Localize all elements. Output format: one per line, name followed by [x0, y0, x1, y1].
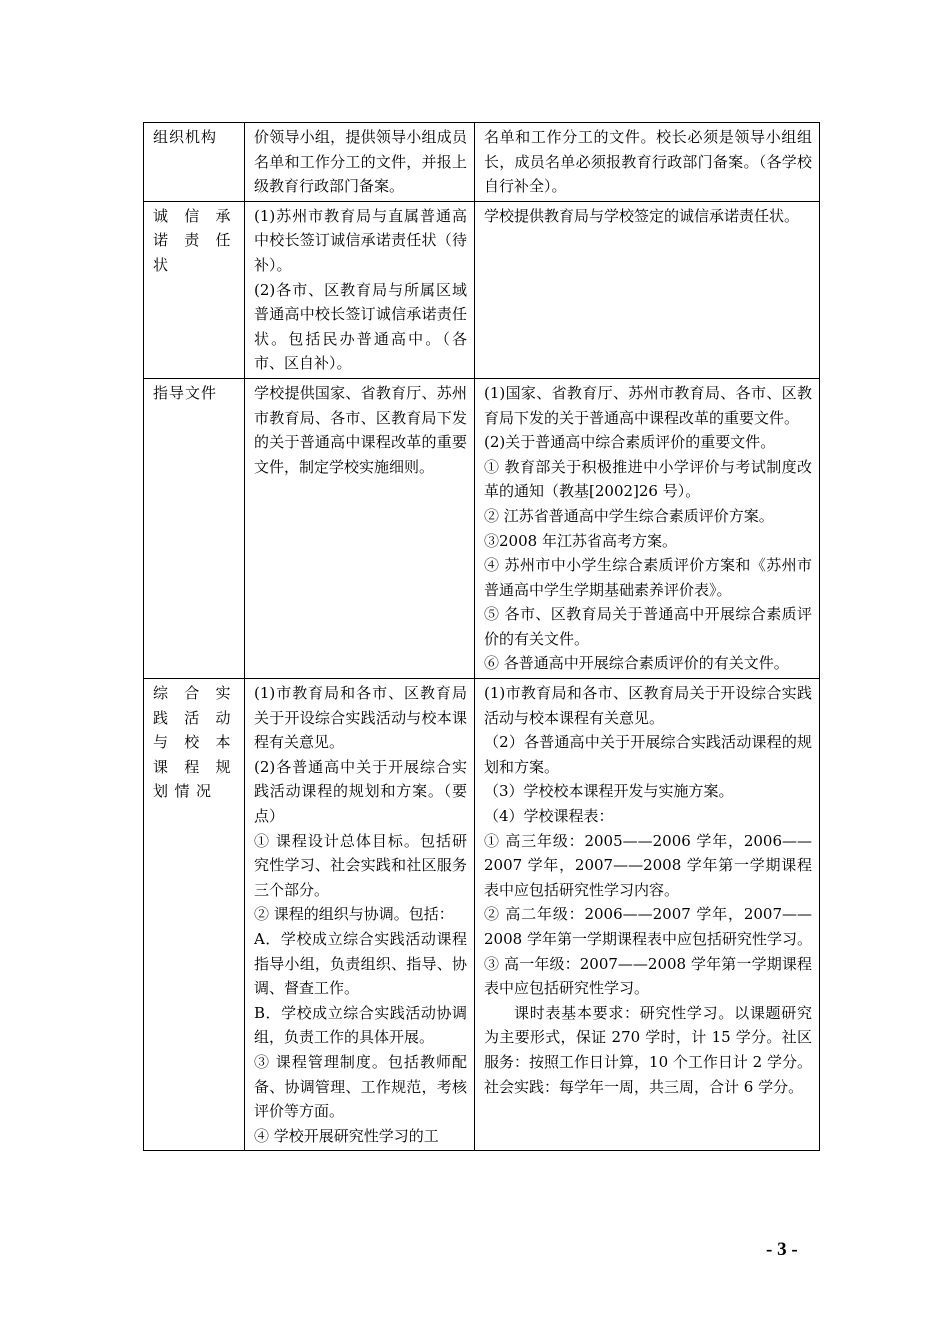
cell-paragraph: （4）学校课程表：: [484, 807, 614, 826]
cell-paragraph: ② 课程的组织与协调。包括：: [254, 905, 454, 924]
cell-paragraph: (2)关于普通高中综合素质评价的重要文件。: [484, 433, 776, 452]
cell-paragraph: B．学校成立综合实践活动协调组，负责工作的具体开展。: [254, 1003, 467, 1047]
table-row: [144, 679, 820, 1151]
cell-paragraph: ⑥ 各普通高中开展综合素质评价的有关文件。: [484, 654, 789, 673]
cell-paragraph: ④ 苏州市中小学生综合素质评价方案和《苏州市普通高中学生学期基础素养评价表》。: [484, 556, 812, 599]
cell-paragraph: ① 教育部关于积极推进中小学评价与考试制度改革的通知（教基[2002]26 号）。: [484, 457, 812, 501]
table-row: [144, 201, 820, 378]
cell-paragraph: ⑤ 各市、区教育局关于普通高中开展综合素质评价的有关文件。: [484, 605, 812, 648]
cell-paragraph: （2）各普通高中关于开展综合实践活动课程的规划和方案。: [484, 733, 812, 776]
cell-paragraph: (1)市教育局和各市、区教育局关于开设综合实践活动与校本课程有关意见。: [254, 684, 467, 752]
page-number: - 3 -: [766, 1239, 798, 1260]
cell-paragraph: ③2008 年江苏省高考方案。: [484, 531, 677, 550]
cell-paragraph: (2)各市、区教育局与所属区域普通高中校长签订诚信承诺责任状。包括民办普通高中。（各市、区自补）。: [254, 280, 467, 373]
cell-paragraph: 价领导小组，提供领导小组成员名单和工作分工的文件，并报上级教育行政部门备案。: [254, 128, 467, 196]
cell-paragraph: ② 高二年级：2006——2007 学年，2007——2008 学年第一学期课程表中应包括研究性学习。: [484, 905, 812, 948]
school-requirement-cell: [245, 201, 475, 378]
material-requirement-cell: [475, 378, 820, 678]
cell-paragraph: ④ 学校开展研究性学习的工: [254, 1126, 439, 1145]
row-label: 组织机构: [144, 123, 245, 202]
table-row: [144, 378, 820, 678]
cell-paragraph: 课时表基本要求：研究性学习。以课题研究为主要形式，保证 270 学时，计 15 学分。社区服务：按照工作日计算，10 个工作日计 2 学分。社会实践：每学年一周，共三周，合计 6 学分。: [484, 1003, 812, 1096]
row-label: 指导文件: [144, 378, 245, 678]
cell-paragraph: （3）学校校本课程开发与实施方案。: [484, 782, 734, 801]
cell-paragraph: A．学校成立综合实践活动课程指导小组，负责组织、指导、协调、督查工作。: [254, 930, 467, 998]
material-requirement-cell: [475, 201, 820, 378]
cell-paragraph: 学校提供国家、省教育厅、苏州市教育局、各市、区教育局下发的关于普通高中课程改革的重要文件，制定学校实施细则。: [254, 383, 467, 476]
cell-paragraph: ③ 高一年级：2007——2008 学年第一学期课程表中应包括研究性学习。: [484, 954, 812, 998]
row-label: 诚信承诺责任状: [144, 201, 245, 378]
cell-paragraph: ① 课程设计总体目标。包括研究性学习、社会实践和社区服务三个部分。: [254, 831, 467, 899]
cell-paragraph: ① 高三年级：2005——2006 学年，2006——2007 学年，2007——2008 学年第一学期课程表中应包括研究性学习内容。: [484, 831, 812, 899]
school-requirement-cell: [245, 679, 475, 1151]
cell-paragraph: (2)各普通高中关于开展综合实践活动课程的规划和方案。（要点）: [254, 757, 467, 826]
cell-paragraph: ② 江苏省普通高中学生综合素质评价方案。: [484, 506, 774, 525]
requirements-table: [143, 122, 820, 1151]
school-requirement-cell: [245, 378, 475, 678]
table-row: [144, 123, 820, 202]
row-label: 综合实践活动与校本课程规划情况: [144, 679, 245, 1151]
cell-paragraph: ③ 课程管理制度。包括教师配备、协调管理、工作规范，考核评价等方面。: [254, 1052, 467, 1121]
cell-paragraph: (1)苏州市教育局与直属普通高中校长签订诚信承诺责任状（待补）。: [254, 206, 467, 274]
material-requirement-cell: [475, 679, 820, 1151]
cell-paragraph: (1)国家、省教育厅、苏州市教育局、各市、区教育局下发的关于普通高中课程改革的重要文件。: [484, 383, 812, 427]
school-requirement-cell: [245, 123, 475, 202]
material-requirement-cell: [475, 123, 820, 202]
cell-paragraph: (1)市教育局和各市、区教育局关于开设综合实践活动与校本课程有关意见。: [484, 684, 812, 727]
cell-paragraph: 学校提供教育局与学校签定的诚信承诺责任状。: [484, 206, 800, 225]
cell-paragraph: 名单和工作分工的文件。校长必须是领导小组组长，成员名单必须报教育行政部门备案。（各学校自行补全）。: [484, 128, 812, 196]
